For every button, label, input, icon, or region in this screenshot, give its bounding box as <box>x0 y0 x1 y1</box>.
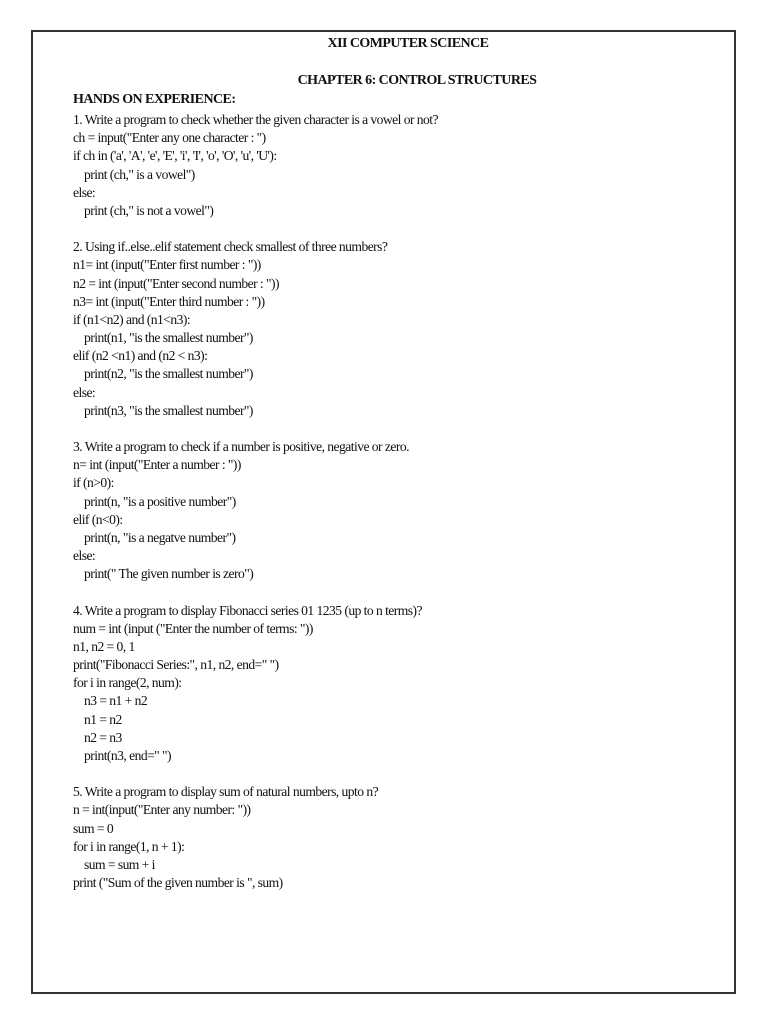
code-line: n1 = n2 <box>84 711 122 727</box>
code-line: elif (n<0): <box>73 511 123 527</box>
code-line: ch = input("Enter any one character : ") <box>73 130 266 146</box>
code-line: print(n1, "is the smallest number") <box>84 330 253 346</box>
code-line: if ch in ('a', 'A', 'e', 'E', 'i', 'I', 'o', 'O', 'u', 'U'): <box>73 148 277 164</box>
code-line: if (n>0): <box>73 475 114 491</box>
code-line: n1, n2 = 0, 1 <box>73 638 135 654</box>
exercise-list <box>73 111 723 892</box>
chapter-title: CHAPTER 6: CONTROL STRUCTURES <box>297 73 537 88</box>
code-line: print ("Sum of the given number is ", sum) <box>73 875 283 891</box>
code-line: n2 = int (input("Enter second number : ")) <box>73 275 279 291</box>
code-line: sum = 0 <box>73 820 114 836</box>
code-line: n3= int (input("Enter third number : ")) <box>73 293 265 309</box>
code-line: else: <box>73 184 96 200</box>
exercise-block <box>73 111 723 220</box>
code-line: n2 = n3 <box>84 729 122 745</box>
code-line: print(n2, "is the smallest number") <box>84 366 253 382</box>
exercise-question: 4. Write a program to display Fibonacci series 01 1235 (up to n terms)? <box>73 602 422 618</box>
code-line: print(" The given number is zero") <box>84 566 254 582</box>
exercise-block <box>73 783 723 892</box>
section-heading: HANDS ON EXPERIENCE: <box>73 92 236 107</box>
exercise-block <box>73 238 723 420</box>
exercise-question: 5. Write a program to display sum of natural numbers, upto n? <box>73 784 379 800</box>
code-line: print(n, "is a negatve number") <box>84 529 236 545</box>
code-line: print(n3, end=" ") <box>84 748 172 763</box>
code-line: num = int (input ("Enter the number of terms: ")) <box>73 620 313 636</box>
code-line: n = int(input("Enter any number: ")) <box>73 802 251 818</box>
code-line: print(n3, "is the smallest number") <box>84 402 253 418</box>
exercise-question: 2. Using if..else..elif statement check smallest of three numbers? <box>73 239 388 255</box>
code-line: print("Fibonacci Series:", n1, n2, end=" ") <box>73 657 279 673</box>
code-line: n3 = n1 + n2 <box>84 693 148 709</box>
code-line: for i in range(2, num): <box>73 675 182 691</box>
code-line: print(n, "is a positive number") <box>84 493 236 509</box>
code-line: print (ch," is not a vowel") <box>84 202 214 218</box>
code-line: n= int (input("Enter a number : ")) <box>73 457 241 473</box>
subject-title: XII COMPUTER SCIENCE <box>327 36 489 51</box>
code-line: sum = sum + i <box>84 856 155 872</box>
exercise-block <box>73 438 723 584</box>
code-line: for i in range(1, n + 1): <box>73 838 185 854</box>
exercise-question: 3. Write a program to check if a number is positive, negative or zero. <box>73 439 409 454</box>
code-line: if (n1<n2) and (n1<n3): <box>73 311 191 327</box>
code-line: elif (n2 <n1) and (n2 < n3): <box>73 348 208 364</box>
document-body <box>73 34 723 892</box>
code-line: n1= int (input("Enter first number : ")) <box>73 257 261 273</box>
exercise-question: 1. Write a program to check whether the given character is a vowel or not? <box>73 112 439 127</box>
code-line: print (ch," is a vowel") <box>84 166 195 182</box>
code-line: else: <box>73 384 96 400</box>
exercise-block <box>73 602 723 766</box>
code-line: else: <box>73 548 96 564</box>
